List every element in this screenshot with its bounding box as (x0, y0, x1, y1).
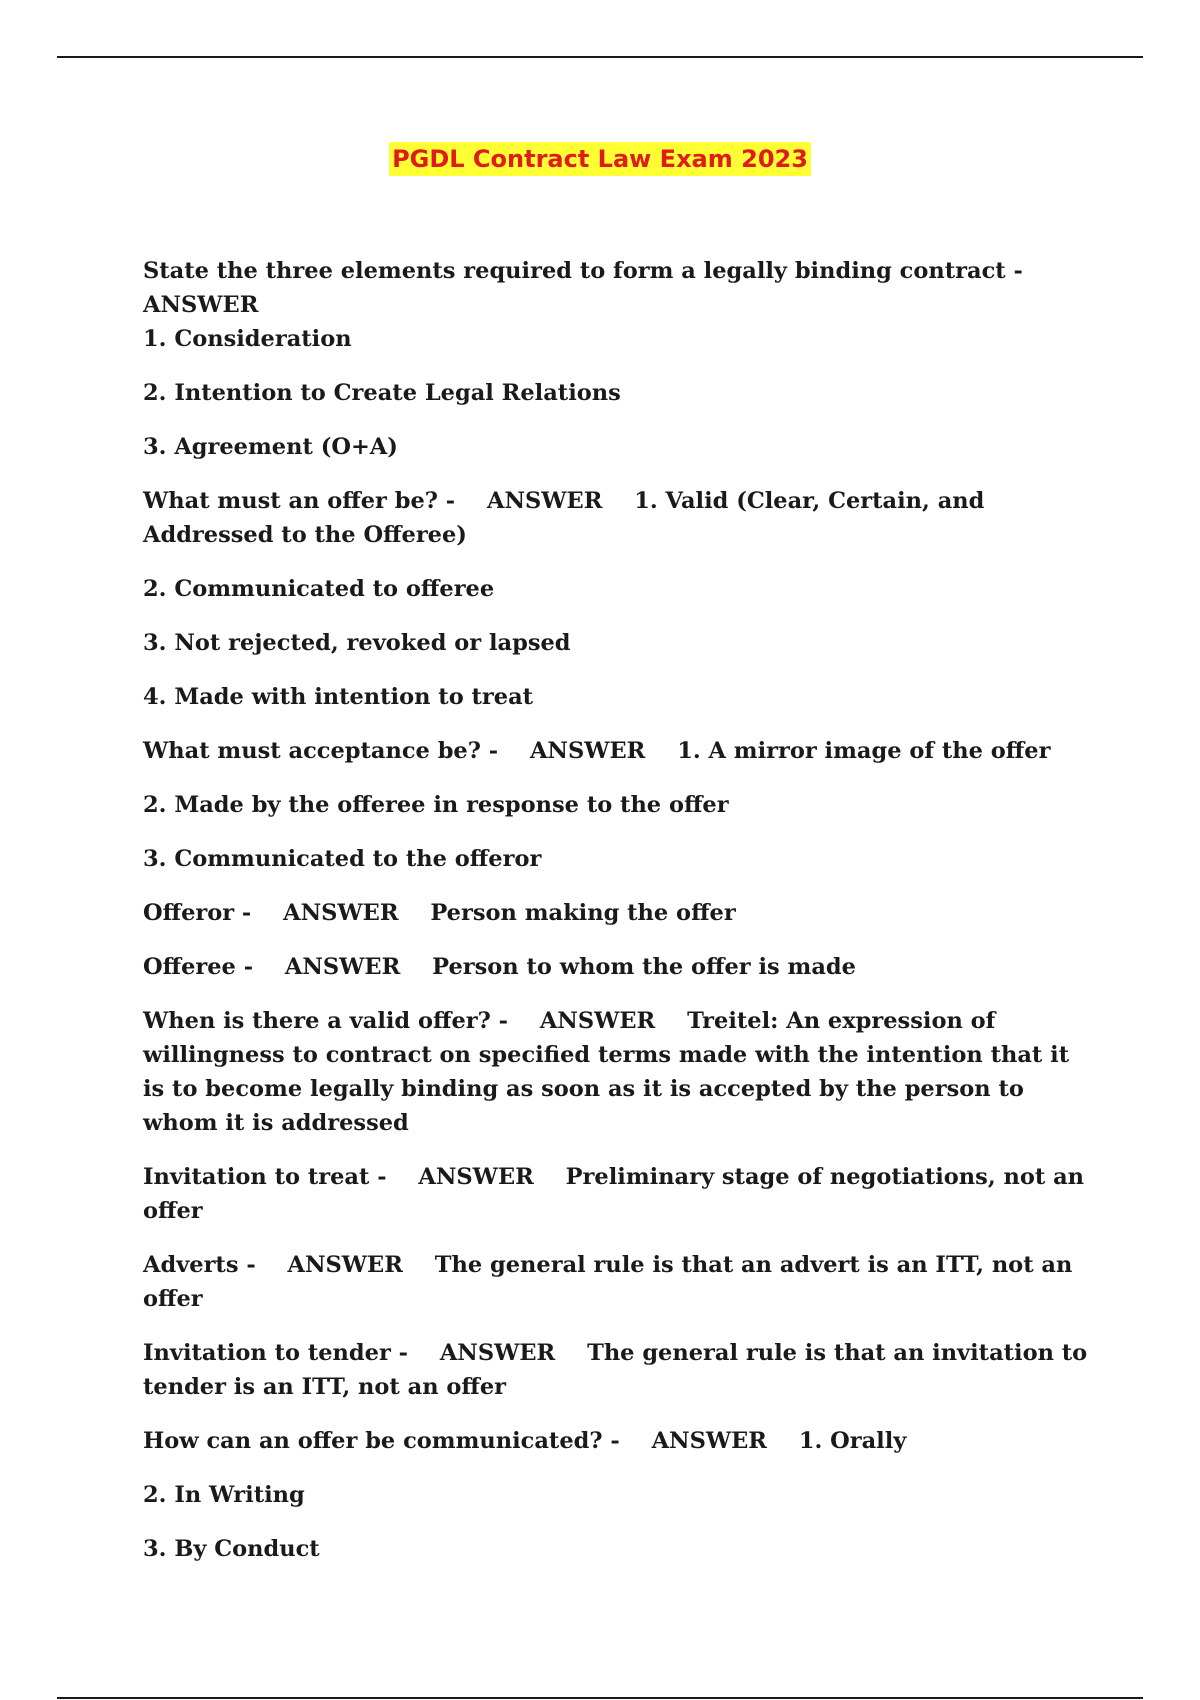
answer-label: ANSWER (283, 900, 399, 926)
question: Adverts - (143, 1252, 256, 1278)
question: State the three elements required to form a legally binding contract - (143, 258, 1023, 284)
qa-content (143, 254, 1093, 1586)
question: What must an offer be? - (143, 488, 456, 514)
answer-label: ANSWER (539, 1008, 656, 1034)
list-item-text: 4. Made with intention to treat (143, 684, 534, 710)
answer-label: ANSWER (284, 954, 401, 980)
list-item-text: 3. By Conduct (143, 1536, 320, 1562)
list-item-text: 2. Intention to Create Legal Relations (143, 380, 621, 406)
question: Invitation to tender - (143, 1340, 408, 1366)
qa-item (143, 950, 1093, 984)
top-rule (57, 56, 1143, 58)
qa-item (143, 1336, 1093, 1404)
list-item (143, 572, 1093, 606)
list-item (143, 1532, 1093, 1566)
answer-label: ANSWER (287, 1252, 403, 1278)
bottom-rule (57, 1697, 1143, 1699)
qa-item (143, 1160, 1093, 1228)
answer: Preliminary stage of negotiations, not an offer (143, 1164, 1085, 1224)
list-item-text: 2. Made by the offeree in response to the offer (143, 792, 729, 818)
answer: Person making the offer (430, 900, 736, 926)
qa-item (143, 734, 1093, 768)
qa-item (143, 254, 1093, 356)
list-item (143, 842, 1093, 876)
qa-item (143, 484, 1093, 552)
list-item-text: 2. Communicated to offeree (143, 576, 495, 602)
answer-label: ANSWER (529, 738, 646, 764)
list-item-text: 3. Communicated to the offeror (143, 846, 542, 872)
answer-label: ANSWER (439, 1340, 556, 1366)
question: Offeree - (143, 954, 254, 980)
qa-item (143, 1004, 1093, 1140)
answer: The general rule is that an invitation to tender is an ITT, not an offer (143, 1340, 1088, 1400)
page-title: PGDL Contract Law Exam 2023 (389, 142, 811, 176)
question: Offeror - (143, 900, 252, 926)
answer: 1. Valid (Clear, Certain, and Addressed to the Offeree) (143, 488, 985, 548)
title-wrap (0, 142, 1200, 176)
answer-label: ANSWER (143, 292, 259, 318)
answer: Person to whom the offer is made (432, 954, 856, 980)
qa-item (143, 1424, 1093, 1458)
answer-label: ANSWER (651, 1428, 767, 1454)
list-item (143, 626, 1093, 660)
list-item-text: 2. In Writing (143, 1482, 305, 1508)
answer: Treitel: An expression of willingness to contract on specified terms made with the intention that it is to become legally binding as soon as it is accepted by the person to whom it is addressed (143, 1008, 1070, 1136)
list-item (143, 1478, 1093, 1512)
answer: 1. Consideration (143, 326, 352, 352)
answer-label: ANSWER (418, 1164, 534, 1190)
list-item (143, 680, 1093, 714)
list-item-text: 3. Not rejected, revoked or lapsed (143, 630, 571, 656)
answer: 1. Orally (798, 1428, 907, 1454)
question: How can an offer be communicated? - (143, 1428, 620, 1454)
answer: The general rule is that an advert is an ITT, not an offer (143, 1252, 1073, 1312)
question: Invitation to treat - (143, 1164, 387, 1190)
list-item (143, 430, 1093, 464)
list-item-text: 3. Agreement (O+A) (143, 434, 398, 460)
answer-label: ANSWER (487, 488, 603, 514)
qa-item (143, 1248, 1093, 1316)
question: What must acceptance be? - (143, 738, 499, 764)
question: When is there a valid offer? - (143, 1008, 508, 1034)
list-item (143, 376, 1093, 410)
answer: 1. A mirror image of the offer (677, 738, 1051, 764)
qa-item (143, 896, 1093, 930)
list-item (143, 788, 1093, 822)
